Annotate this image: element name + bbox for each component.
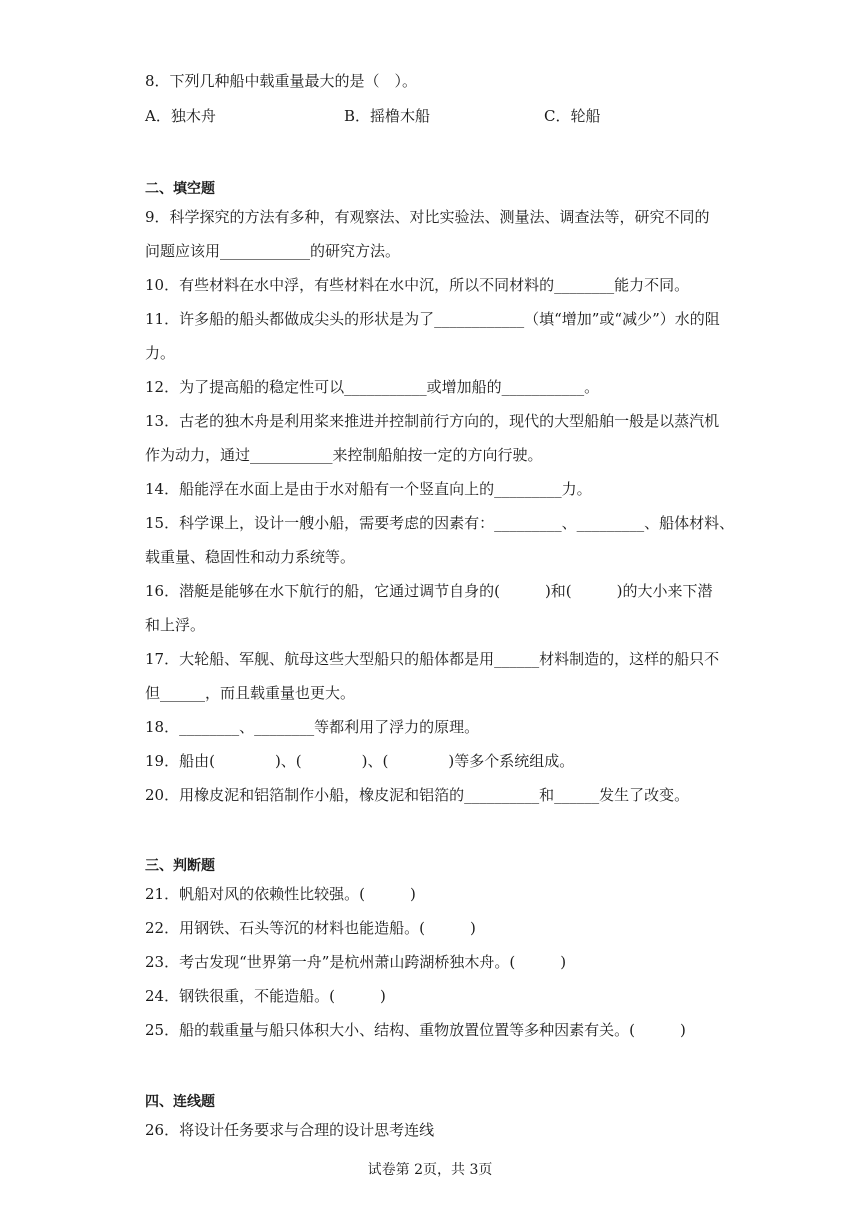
question-8-option-a: A．独木舟 [145,107,216,125]
question-8-option-b: B．摇橹木船 [344,107,431,125]
question-24: 24．钢铁很重，不能造船。( ) [145,987,386,1005]
question-11-line-1: 11．许多船的船头都做成尖头的形状是为了____________（填“增加”或“减少”）水的阻 [145,310,720,328]
question-17-line-2: 但______，而且载重量也更大。 [145,684,356,702]
question-13-line-2: 作为动力，通过___________来控制船舶按一定的方向行驶。 [145,446,543,464]
question-15-line-1: 15．科学课上，设计一艘小船，需要考虑的因素有：_________、_________、船体材料、 [145,514,735,532]
question-20: 20．用橡皮泥和铝箔制作小船，橡皮泥和铝箔的__________和______发生了改变。 [145,786,690,804]
section-3-title: 三、判断题 [145,858,215,874]
question-13-line-1: 13．古老的独木舟是利用桨来推进并控制前行方向的，现代的大型船舶一般是以蒸汽机 [145,412,720,430]
page-footer: 试卷第 2页，共 3页 [367,1162,493,1178]
question-8-option-c: C．轮船 [544,107,601,125]
question-16-line-2: 和上浮。 [145,616,206,634]
question-22: 22．用钢铁、石头等沉的材料也能造船。( ) [145,919,476,937]
question-9-line-2: 问题应该用____________的研究方法。 [145,242,401,260]
question-11-line-2: 力。 [145,344,176,362]
section-4-title: 四、连线题 [145,1094,215,1110]
question-25: 25．船的载重量与船只体积大小、结构、重物放置位置等多种因素有关。( ) [145,1021,686,1039]
question-16-line-1: 16．潜艇是能够在水下航行的船，它通过调节自身的( )和( )的大小来下潜 [145,582,713,600]
question-26: 26．将设计任务要求与合理的设计思考连线 [145,1121,435,1139]
question-23: 23．考古发现“世界第一舟”是杭州萧山跨湖桥独木舟。( ) [145,953,567,971]
question-12: 12．为了提高船的稳定性可以___________或增加船的___________。 [145,378,600,396]
question-18: 18．________、________等都利用了浮力的原理。 [145,718,480,736]
section-2-title: 二、填空题 [145,181,215,197]
question-19: 19．船由( )、( )、( )等多个系统组成。 [145,752,575,770]
question-21: 21．帆船对风的依赖性比较强。( ) [145,885,416,903]
question-14: 14．船能浮在水面上是由于水对船有一个竖直向上的_________力。 [145,480,592,498]
question-17-line-1: 17．大轮船、军舰、航母这些大型船只的船体都是用______材料制造的，这样的船只不 [145,650,720,668]
question-9-line-1: 9．科学探究的方法有多种，有观察法、对比实验法、测量法、调查法等，研究不同的 [145,208,710,226]
question-15-line-2: 载重量、稳固性和动力系统等。 [145,548,356,566]
question-10: 10．有些材料在水中浮，有些材料在水中沉，所以不同材料的________能力不同。 [145,276,690,294]
question-8-stem: 8．下列几种船中载重量最大的是（ ）。 [145,72,418,90]
